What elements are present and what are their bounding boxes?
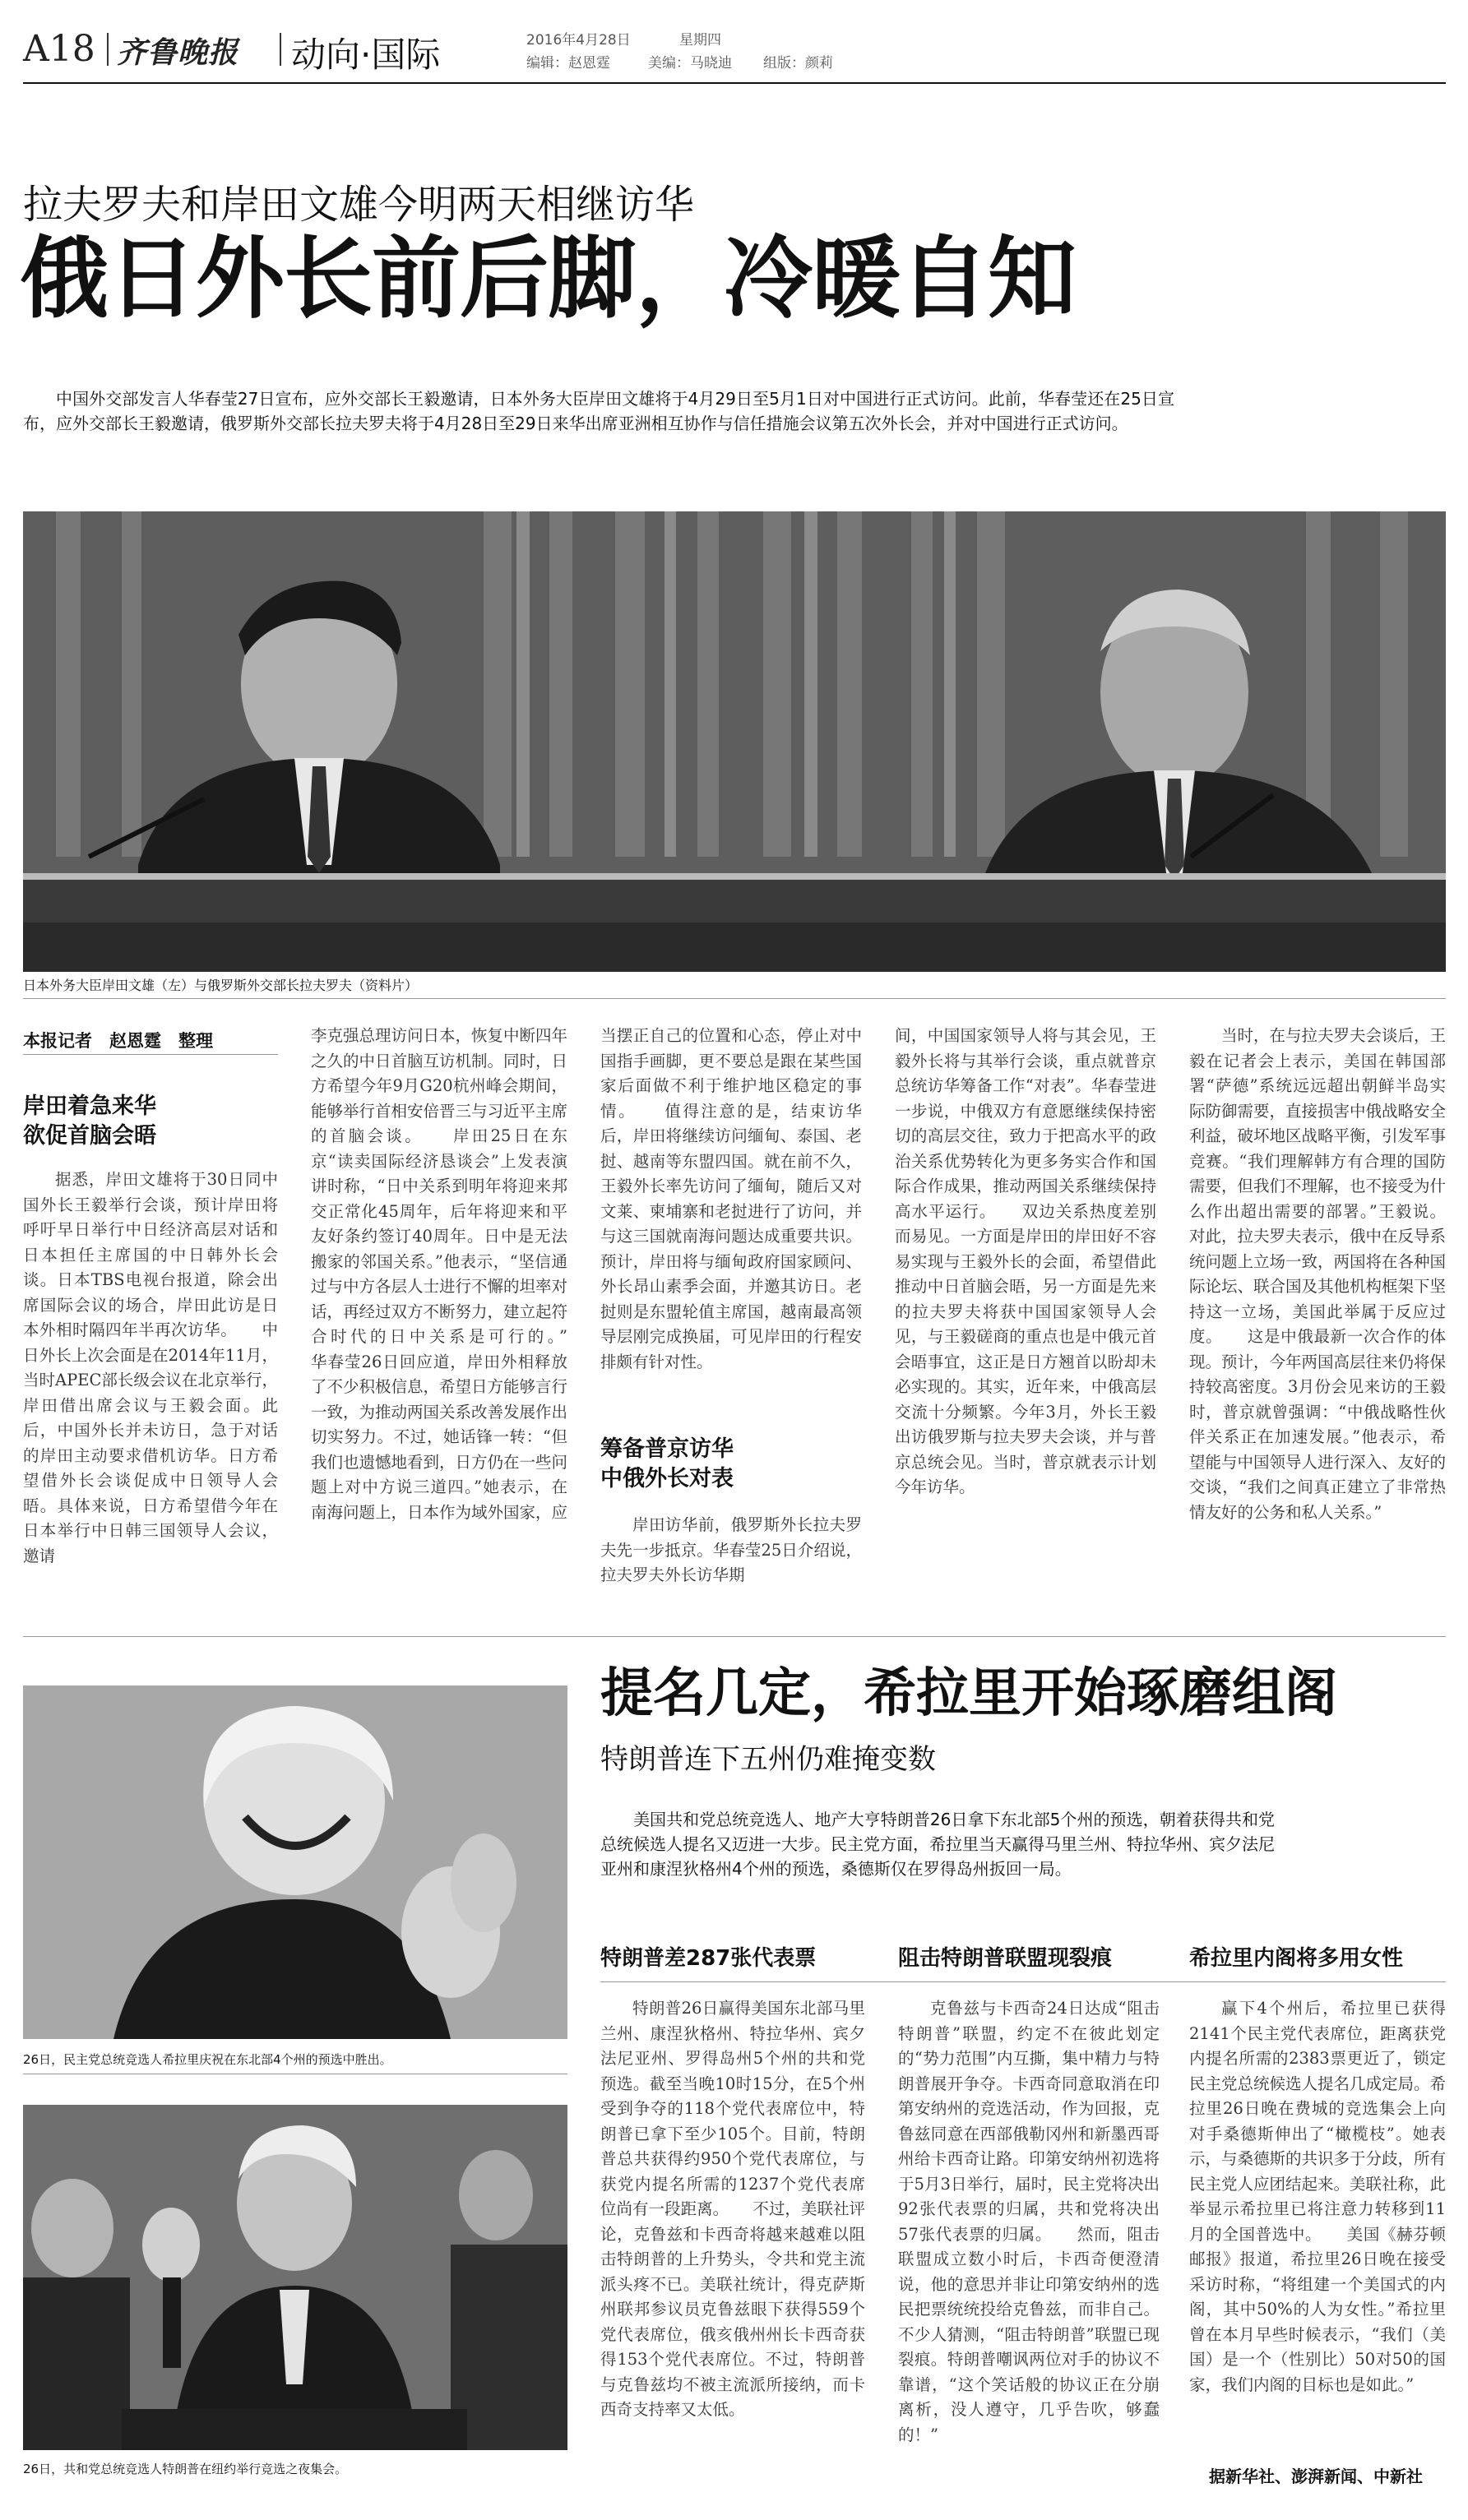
hillary-photo xyxy=(23,1685,567,2039)
designer-credit: 美编：马晓迪 xyxy=(648,55,732,72)
subhead-kishida: 岸田着急来华 欲促首脑会晤 xyxy=(23,1094,156,1149)
section-title: 动向·国际 xyxy=(291,35,441,75)
photo-illustration xyxy=(23,1685,567,2039)
header-rule xyxy=(23,82,1446,84)
photo-caption-1: 日本外务大臣岸田文雄（左）与俄罗斯外交部长拉夫罗夫（资料片） xyxy=(23,978,419,993)
issue-date: 2016年4月28日 xyxy=(526,32,631,49)
proofreader-credit: 组版：颜莉 xyxy=(763,55,833,72)
story-divider xyxy=(23,1636,1446,1637)
news-source: 据新华社、澎湃新闻、中新社 xyxy=(1209,2467,1423,2486)
story2-headline: 提名几定，希拉里开始琢磨组阁 xyxy=(600,1663,1337,1724)
byline-rule xyxy=(23,1054,278,1055)
subhead-stop-trump: 阻击特朗普联盟现裂痕 xyxy=(898,1946,1113,1971)
photo-illustration xyxy=(23,511,1446,972)
subhead-rule xyxy=(600,1981,1446,1982)
caption-rule xyxy=(23,998,1446,999)
header-divider xyxy=(107,33,109,66)
subhead-trump-delegates: 特朗普差287张代表票 xyxy=(600,1946,817,1971)
story1-column-5: 当时，在与拉夫罗夫会谈后，王毅在记者会上表示，美国在韩国部署“萨德”系统远远超出朝鲜半岛实际防御需要，直接损害中俄战略安全利益，破坏地区战略平衡，引发军事竞赛。“我们理解韩方有合理的国防需要，但我们不理解，也不接受为什么作出超出需要的部署。”王毅说。对此，拉夫罗夫表示，俄中在反导系统问题上立场一致，两国将在各种国际论坛、联合国及其他机构框架下坚持这一立场，美国此举属于反应过度。 这是中俄最新一次合作的体现。预计，今年两国高层往来仍将保持较高密度。3月份会见来访的王毅时，普京就曾强调：“中俄战略性伙伴关系正在加速发展。”他表示，希望能与中国领导人进行深入、友好的交谈，“我们之间真正建立了非常热情友好的公务和私人关系。” xyxy=(1189,1026,1447,1522)
story1-headline: 俄日外长前后脚，冷暖自知 xyxy=(20,228,1077,331)
story1-lead: 中国外交部发言人华春莹27日宣布，应外交部长王毅邀请，日本外务大臣岸田文雄将于4月29日至5月1日对中国进行正式访问。此前，华春莹还在25日宣布，应外交部长王毅邀请，俄罗斯外交部长拉夫罗夫将于4月28日至29日来华出席亚洲相互协作与信任措施会议第五次外长会，并对中国进行正式访问。 xyxy=(23,389,1174,433)
story1-column-3a: 当摆正自己的位置和心态，停止对中国指手画脚，更不要总是跟在某些国家后面做不利于维护地区稳定的事情。 值得注意的是，结束访华后，岸田将继续访问缅甸、泰国、老挝、越南等东盟四国。就在前不久，王毅外长率先访问了缅甸，随后又对文莱、柬埔寨和老挝进行了访问，并与这三国就南海问题达成重要共识。预计，岸田将与缅甸政府国家顾问、外长昂山素季会面，并邀其访日。老挝则是东盟轮值主席国，越南最高领导层刚完成换届，可见岸田的行程安排颇有针对性。 xyxy=(600,1026,862,1371)
photo-illustration xyxy=(23,2105,567,2450)
byline: 本报记者 赵恩霆 整理 xyxy=(23,1031,213,1051)
photo-caption-hillary: 26日，民主党总统竞选人希拉里庆祝在东北部4个州的预选中胜出。 xyxy=(23,2052,392,2067)
subhead-putin-visit: 筹备普京访华 中俄外长对表 xyxy=(600,1436,734,1491)
subhead-hillary-cabinet: 希拉里内阁将多用女性 xyxy=(1189,1946,1404,1971)
story2-column-b: 克鲁兹与卡西奇24日达成“阻击特朗普”联盟，约定不在彼此划定的“势力范围”内互撕，集中精力与特朗普展开争夺。卡西奇同意取消在印第安纳州的竞选活动，作为回报，克鲁兹同意在西部俄勒冈州和新墨西哥州给卡西奇让路。印第安纳州初选将于5月3日举行，届时，民主党将决出92张代表票的归属，共和党将决出57张代表票的归属。 然而，阻击联盟成立数小时后，卡西奇便澄清说，他的意思并非让印第安纳州的选民把票统统投给克鲁兹，而非自己。不少人猜测，“阻击特朗普”联盟已现裂痕。特朗普嘲讽两位对手的协议不靠谱，“这个笑话般的协议正在分崩离析，没人遵守，几乎告吹，够蠢的！” xyxy=(898,1999,1160,2444)
editor-credit: 编辑：赵恩霆 xyxy=(526,55,610,72)
story2-column-a: 特朗普26日赢得美国东北部马里兰州、康涅狄格州、特拉华州、宾夕法尼亚州、罗得岛州5个州的共和党预选。截至当晚10时15分，在5个州受到争夺的118个党代表席位中，特朗普已拿下至少105个。目前，特朗普总共获得约950个党代表席位，与获党内提名所需的1237个党代表席位尚有一段距离。 不过，美联社评论，克鲁兹和卡西奇将越来越难以阻击特朗普的上升势头，令共和党主流派头疼不已。美联社统计，得克萨斯州联邦参议员克鲁兹眼下获得559个党代表席位，俄亥俄州州长卡西奇获得153个党代表席位。不过，特朗普与克鲁兹均不被主流派所接纳，而卡西奇支持率又太低。 xyxy=(600,1999,865,2419)
photo-caption-trump: 26日，共和党总统竞选人特朗普在纽约举行竞选之夜集会。 xyxy=(23,2462,348,2476)
story1-column-3b: 岸田访华前，俄罗斯外长拉夫罗夫先一步抵京。华春莹25日介绍说，拉夫罗夫外长访华期 xyxy=(600,1515,862,1584)
page-header xyxy=(23,23,1446,77)
story1-column-2: 李克强总理访问日本，恢复中断四年之久的中日首脑互访机制。同时，日方希望今年9月G20杭州峰会期间，能够举行首相安倍晋三与习近平主席的首脑会谈。 岸田25日在东京“读卖国际经济恳谈会”上发表演讲时称，“日中关系到明年将迎来邦交正常化45周年，后年将迎来和平友好条约签订40周年。日中是无法搬家的邻国关系。”他表示，“坚信通过与中方各层人士进行不懈的坦率对话，再经过双方不断努力，建立起符合时代的日中关系是可行的。” 华春莹26日回应道，岸田外相释放了不少积极信息，希望日方能够言行一致，为推动两国关系改善发展作出切实努力。不过，她话锋一转：“但我们也遗憾地看到，日方仍在一些问题上对中方说三道四。”她表示，在南海问题上，日本作为域外国家，应 xyxy=(311,1026,600,1522)
story1-kicker: 拉夫罗夫和岸田文雄今明两天相继访华 xyxy=(23,182,695,228)
story2-column-c: 赢下4个州后，希拉里已获得2141个民主党代表席位，距离获党内提名所需的2383票更近了，锁定民主党总统候选人提名几成定局。希拉里26日晚在费城的竞选集会上向对手桑德斯伸出了“橄榄枝”。她表示，与桑德斯的共识多于分歧，所有民主党人应团结起来。美联社称，此举显示希拉里已将注意力转移到11月的全国普选中。 美国《赫芬顿邮报》报道，希拉里26日晚在接受采访时称，“将组建一个美国式的内阁，其中50%的人为女性。”希拉里曾在本月早些时候表示，“我们（美国）是一个（性别比）50对50的国家，我们内阁的目标也是如此。” xyxy=(1189,1999,1447,2394)
issue-weekday: 星期四 xyxy=(679,32,721,49)
story2-subtitle: 特朗普连下五州仍难掩变数 xyxy=(600,1743,936,1776)
story1-column-4: 间，中国国家领导人将与其会见，王毅外长将与其举行会谈，重点就普京总统访华筹备工作“对表”。华春莹进一步说，中俄双方有意愿继续保持密切的高层交往，致力于把高水平的政治关系优势转化为更多务实合作和国际合作成果，推动两国关系继续保持高水平运行。 双边关系热度差别而易见。一方面是岸田的岸田好不容易实现与王毅外长的会面，希望借此推动中日首脑会晤，另一方面是先来的拉夫罗夫将获中国国家领导人会见，与王毅磋商的重点也是中俄元首会晤事宜，这正是日方翘首以盼却未必实现的。其实，近年来，中俄高层交流十分频繁。今年3月，外长王毅出访俄罗斯与拉夫罗夫会谈，并与普京总统会见。当时，普京就表示计划今年访华。 xyxy=(895,1026,1156,1496)
trump-photo xyxy=(23,2105,567,2450)
page-number: A18 xyxy=(23,28,95,70)
kishida-lavrov-photo xyxy=(23,511,1446,972)
paper-logo: 齐鲁晚报 xyxy=(117,35,239,70)
story1-column-1: 据悉，岸田文雄将于30日同中国外长王毅举行会谈，预计岸田将呼吁早日举行中日经济高层对话和日本担任主席国的中日韩外长会谈。日本TBS电视台报道，除会出席国际会议的场合，岸田此访是日本外相时隔四年半再次访华。 中日外长上次会面是在2014年11月，当时APEC部长级会议在北京举行，岸田借出席会议与王毅会面。此后，中国外长并未访日，急于对话的岸田主动要求借机访华。日方希望借外长会谈促成中日领导人会晤。具体来说，日方希望借今年在日本举行中日韩三国领导人会议，邀请 xyxy=(23,1170,278,1565)
header-divider xyxy=(280,33,281,66)
story2-lead: 美国共和党总统竞选人、地产大亨特朗普26日拿下东北部5个州的预选，朝着获得共和党总统候选人提名又迈进一大步。民主党方面，希拉里当天赢得马里兰州、特拉华州、宾夕法尼亚州和康涅狄格州4个州的预选，桑德斯仅在罗得岛州扳回一局。 xyxy=(600,1810,1275,1879)
